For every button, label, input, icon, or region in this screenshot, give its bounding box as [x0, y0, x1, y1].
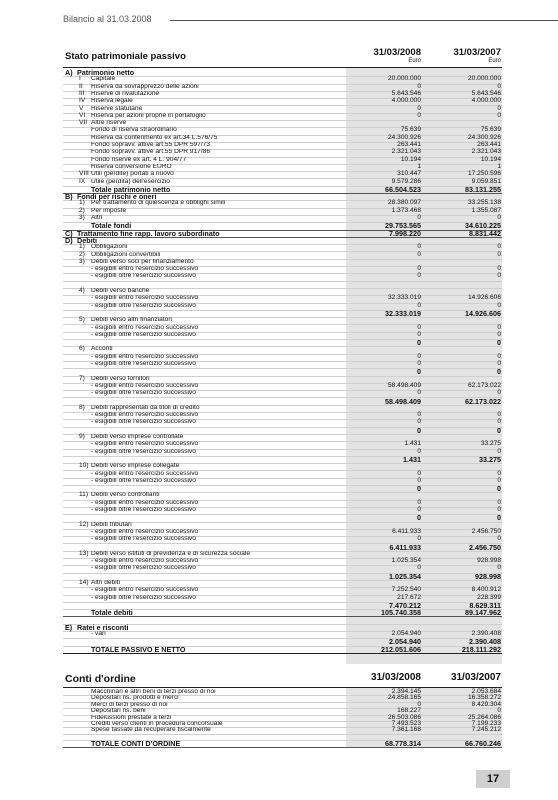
table-row [63, 391, 502, 398]
table-row [63, 622, 502, 632]
row-label: Capitale [91, 76, 116, 83]
row-value-2007: 2.390.408 [469, 637, 501, 647]
running-title: Bilancio al 31.03.2008 [63, 14, 152, 24]
row-label: Riserve di rivalutazione [91, 90, 160, 97]
row-value-2007: 0 [497, 513, 501, 523]
row-label: Altri debiti [91, 580, 120, 586]
row-value-2007: 928.998 [475, 571, 501, 581]
row-value-2007: 0 [497, 411, 501, 419]
row-value-2007: 1 [497, 162, 501, 170]
row-value-2008: 32.333.019 [385, 308, 421, 318]
table-row [63, 70, 502, 77]
row-label: Debiti verso imprese controllate [91, 434, 184, 440]
row-label: - vari [91, 631, 106, 638]
row-value-2008: 2.394.145 [391, 688, 421, 695]
row-value-2008: 7.252.540 [391, 586, 421, 594]
row-value-2007: 0 [497, 301, 501, 309]
passivo-unit-2007: Euro [488, 58, 501, 64]
row-section-letter: E) [65, 622, 73, 632]
table-row [63, 476, 502, 486]
row-label: Altre riserve [91, 120, 127, 127]
row-value-2008: 263.441 [397, 141, 421, 148]
row-value-2007: 0 [497, 360, 501, 367]
row-label: Per trattamento di quiescenza e obblighi simili [91, 200, 226, 207]
table-row [63, 274, 502, 281]
row-value-2007: 0 [497, 389, 501, 397]
row-value-2008: 0 [417, 330, 421, 338]
row-value-2008: 6.411.933 [392, 527, 421, 535]
row-item-number: 10) [79, 462, 89, 470]
row-label: Fideiussioni prestate a terzi [91, 714, 172, 721]
row-value-2008: 0 [417, 469, 421, 477]
row-value-2007: 16.358.272 [467, 694, 501, 702]
row-label: - esigibili oltre l'esercizio successivo [91, 273, 196, 280]
row-value-2008: 32.333.019 [387, 294, 421, 302]
row-value-2007: 0 [497, 707, 501, 715]
row-value-2008: 168.227 [397, 707, 421, 715]
row-item-number: 2) [79, 250, 85, 258]
row-value-2008: 0 [417, 323, 421, 331]
table-row [63, 301, 502, 311]
row-item-number: 14) [79, 579, 89, 586]
row-value-2008: 7.493.523 [391, 720, 421, 727]
row-value-2008: 0 [417, 338, 421, 348]
row-value-2007: 2.321.043 [471, 148, 501, 156]
row-value-2007: 0 [497, 265, 501, 273]
row-value-2008: 1 [417, 162, 421, 170]
row-value-2007: 0 [497, 243, 501, 251]
row-label: - esigibili entro l'esercizio successivo [91, 324, 199, 331]
row-value-2007: 0 [497, 469, 501, 477]
row-value-2008: 0 [417, 476, 421, 484]
table-row [63, 644, 502, 654]
row-value-2007: 62.173.022 [465, 396, 501, 406]
row-item-number: Patrimonio netto [77, 68, 135, 77]
row-label: - esigibili oltre l'esercizio successivo [91, 565, 196, 572]
row-item-number: 11) [79, 491, 89, 499]
row-value-2008: 0 [417, 104, 421, 112]
row-label: Depositari ns. beni [91, 708, 146, 715]
table-row [63, 340, 502, 347]
row-value-2007: 0 [497, 111, 501, 119]
row-label: - esigibili oltre l'esercizio successivo [91, 331, 196, 338]
row-value-2008: 0 [417, 700, 421, 708]
row-value-2008: 1.025.354 [389, 571, 421, 581]
row-label: - esigibili oltre l'esercizio successivo [91, 448, 196, 455]
row-value-2008: 0 [417, 265, 421, 273]
row-label: - esigibili entro l'esercizio successivo [91, 353, 199, 360]
ordine-header [63, 667, 502, 688]
row-value-2008: 5.643.546 [391, 89, 421, 97]
row-value-2007: 33.255.138 [467, 199, 501, 207]
passivo-date-2007: 31/03/2007 [453, 47, 501, 58]
row-value-2007: 8.400.912 [471, 586, 501, 594]
table-row [63, 508, 502, 515]
row-label: Fondo di riserva straordinario [91, 127, 177, 134]
row-section-letter: A) [65, 68, 73, 77]
row-value-2008: 0 [417, 301, 421, 309]
row-item-number: 7) [79, 374, 85, 382]
row-label: Totale debiti [91, 609, 133, 617]
row-label: Debiti verso soci per finanziamento [91, 258, 194, 265]
row-value-2008: 0 [417, 425, 421, 435]
row-label: Riserva conversione EURO [91, 163, 172, 170]
row-value-2007: 0 [497, 250, 501, 258]
row-value-2008: 0 [417, 418, 421, 426]
row-value-2007: 33.275 [479, 454, 501, 464]
row-label: Spese tassate da recuperare fiscalmente [91, 727, 211, 734]
row-value-2008: 105.740.358 [381, 608, 421, 618]
row-value-2007: 10.194 [480, 155, 501, 163]
row-item-number: Fondi per rischi e oneri [77, 192, 157, 202]
row-value-2007: 24.300.926 [467, 133, 501, 141]
row-label: - esigibili oltre l'esercizio successivo [91, 507, 196, 513]
row-value-2007: 25.264.086 [467, 713, 501, 721]
row-label: Crediti verso clienti in procedura concorsuale [91, 721, 223, 727]
row-item-number: 3) [79, 214, 85, 221]
row-label: - esigibili entro l'esercizio successivo [91, 266, 199, 273]
row-label: Riserva legale [91, 98, 133, 105]
row-item-number: 13) [79, 549, 89, 557]
row-value-2008: 7.361.168 [391, 726, 421, 734]
row-value-2007: 2.456.750 [469, 542, 501, 552]
row-value-2008: 24.858.165 [387, 694, 421, 702]
row-value-2007: 2.390.408 [471, 630, 501, 638]
row-label: Fondo sopravv. attive art.55 DPR 917/86 [91, 149, 210, 156]
row-label: Merci di terzi presso di noi [91, 701, 168, 708]
row-label: - esigibili entro l'esercizio successivo [91, 528, 199, 535]
row-label: Totale fondi [91, 222, 132, 230]
row-label: - esigibili entro l'esercizio successivo [91, 499, 199, 506]
row-value-2007: 0 [497, 338, 501, 348]
row-item-number: 9) [79, 433, 85, 440]
row-section-letter: B) [65, 192, 73, 202]
row-value-2007: 8.429.304 [471, 700, 501, 708]
ordine-table [63, 690, 502, 748]
row-value-2008: 1.431 [403, 454, 421, 464]
row-value-2007: 0 [497, 104, 501, 112]
row-label: Utile (perdita) dell'esercizio [91, 178, 170, 185]
row-value-2007: 0 [497, 425, 501, 435]
row-item-number: 6) [79, 345, 85, 353]
row-value-2008: 0 [417, 243, 421, 251]
row-label: Riserva da sovrapprezzo delle azioni [91, 83, 199, 90]
row-label: - esigibili oltre l'esercizio successivo [91, 477, 196, 484]
row-value-2007: 83.131.255 [465, 184, 501, 194]
row-item-number: Trattamento fine rapp. lavoro subordinato [77, 228, 220, 238]
row-item-number: 5) [79, 316, 85, 324]
row-value-2007: 8.629.311 [469, 600, 501, 610]
row-value-2007: 0 [497, 498, 501, 506]
row-value-2007: 66.760.246 [465, 739, 501, 749]
row-value-2007: 0 [497, 418, 501, 426]
row-label: Fondo sopravv. attive art.55 DPR 597/73 [91, 142, 210, 148]
row-label: Altri [91, 215, 103, 221]
row-value-2007: 0 [497, 535, 501, 543]
row-value-2008: 0 [417, 506, 421, 513]
table-row [63, 228, 502, 238]
row-label: - esigibili oltre l'esercizio successivo [91, 361, 196, 367]
row-value-2007: 0 [497, 82, 501, 90]
row-value-2008: 26.503.086 [387, 713, 421, 721]
row-item-number: 3) [79, 257, 85, 265]
header-rule [170, 20, 558, 21]
row-value-2008: 6.411.933 [389, 542, 421, 552]
row-value-2008: 2.054.940 [391, 630, 421, 638]
row-value-2008: 0 [417, 498, 421, 506]
row-value-2008: 29.753.565 [385, 221, 421, 231]
table-row [63, 610, 502, 617]
row-label: Debiti tributari [91, 521, 132, 528]
row-label: TOTALE CONTI D'ORDINE [91, 740, 181, 748]
row-value-2007: 34.610.225 [465, 221, 501, 231]
row-label: Debiti rappresentati da titoli di credito [91, 404, 200, 411]
row-value-2008: 0 [417, 82, 421, 90]
passivo-table [63, 70, 502, 662]
row-label: - esigibili entro l'esercizio successivo [91, 295, 199, 302]
row-value-2008: 4.000.000 [391, 97, 421, 105]
table-row [63, 235, 502, 245]
row-value-2008: 0 [417, 447, 421, 455]
row-label: - esigibili oltre l'esercizio successivo [91, 302, 196, 309]
row-item-number: 2) [79, 206, 85, 214]
table-row [63, 593, 502, 603]
row-value-2008: 0 [417, 389, 421, 397]
row-value-2007: 33.275 [480, 440, 501, 448]
row-value-2008: 9.579.286 [391, 177, 421, 185]
row-value-2008: 58.498.409 [387, 381, 421, 389]
row-item-number: I [79, 75, 81, 83]
passivo-header [63, 47, 502, 68]
table-row [63, 566, 502, 573]
row-value-2008: 1.025.354 [391, 557, 421, 565]
row-value-2007: 4.000.000 [471, 97, 501, 105]
row-value-2007: 0 [497, 272, 501, 280]
table-row [63, 741, 502, 747]
row-value-2008: 0 [417, 535, 421, 543]
row-value-2007: 7.245.212 [471, 726, 501, 734]
row-value-2008: 0 [417, 352, 421, 360]
row-value-2007: 2.456.750 [471, 527, 501, 535]
row-label: - esigibili entro l'esercizio successivo [91, 470, 199, 477]
row-item-number: VI [79, 111, 86, 119]
row-label: - esigibili entro l'esercizio successivo [91, 412, 199, 419]
row-value-2008: 24.300.926 [387, 133, 421, 141]
row-value-2007: 0 [497, 506, 501, 513]
row-label: Totale patrimonio netto [91, 185, 171, 193]
row-label: - esigibili oltre l'esercizio successivo [91, 390, 196, 397]
row-value-2007: 0 [497, 323, 501, 331]
row-value-2007: 0 [497, 330, 501, 338]
row-value-2007: 2.053.684 [471, 688, 501, 695]
row-label: - esigibili oltre l'esercizio successivo [91, 536, 196, 543]
row-label: - esigibili entro l'esercizio successivo [91, 382, 199, 389]
row-item-number: 4) [79, 287, 85, 294]
table-row [63, 447, 502, 457]
passivo-date-2008: 31/03/2008 [373, 47, 421, 58]
row-value-2008: 7.998.220 [389, 228, 421, 238]
row-value-2008: 0 [417, 214, 421, 221]
row-value-2007: 14.926.606 [465, 308, 501, 318]
row-label: Utili (perdite) portati a nuovo [91, 171, 174, 178]
row-value-2007: 218.111.292 [461, 644, 501, 654]
table-row [63, 206, 502, 216]
row-label: Debiti verso controllanti [91, 492, 160, 499]
row-label: Per imposte [91, 207, 127, 214]
row-label: Riserve statutarie [91, 105, 143, 112]
row-label: Obbligazioni [91, 244, 128, 251]
row-item-number: 1) [79, 199, 85, 207]
row-item-number: II [79, 82, 83, 90]
row-value-2007: 7.199.233 [471, 720, 501, 727]
row-value-2007: 263.441 [477, 141, 501, 148]
row-value-2008: 0 [417, 272, 421, 280]
row-value-2007: 5.643.546 [471, 89, 501, 97]
row-item-number: 12) [79, 520, 89, 528]
row-value-2007: 1.355.087 [471, 206, 501, 214]
row-value-2007: 0 [497, 367, 501, 377]
row-value-2007: 8.831.442 [469, 228, 501, 238]
row-value-2007: 928.998 [477, 557, 501, 565]
row-label: Acconti [91, 346, 113, 353]
row-value-2008: 1.431 [404, 440, 421, 448]
row-value-2007: 20.000.000 [467, 75, 501, 83]
row-label: Debiti verso banche [91, 288, 150, 294]
table-row [63, 632, 502, 639]
row-label: Macchinari e altri beni di terzi presso di noi [91, 689, 216, 695]
row-value-2008: 58.498.409 [385, 396, 421, 406]
row-value-2007: 0 [497, 484, 501, 494]
row-value-2008: 75.639 [400, 126, 421, 134]
row-value-2008: 28.380.097 [387, 199, 421, 207]
row-item-number: Debiti [77, 235, 97, 245]
row-label: Depositari ns. prodotti e merci [91, 695, 179, 702]
row-value-2008: 0 [417, 513, 421, 523]
row-label: Obbligazioni convertibili [91, 251, 161, 258]
row-label: - esigibili entro l'esercizio successivo [91, 441, 199, 448]
row-item-number: VIII [79, 170, 89, 178]
table-row [63, 330, 502, 340]
row-value-2008: 217.672 [397, 593, 421, 601]
passivo-title: Stato patrimoniale passivo [65, 51, 186, 62]
row-label: Riserva da conferimento ex art.34 L.576/75 [91, 134, 218, 141]
page-number: 17 [476, 770, 510, 788]
row-value-2007: 89.147.962 [465, 608, 501, 618]
row-value-2008: 0 [417, 411, 421, 419]
row-item-number: IV [79, 97, 86, 105]
row-label: Debiti verso altri finanziatori [91, 317, 172, 324]
row-value-2008: 0 [417, 367, 421, 377]
ordine-date-2007: 31/03/2007 [450, 672, 501, 683]
row-item-number: V [79, 104, 84, 112]
row-section-letter: D) [65, 235, 73, 245]
row-value-2008: 2.054.940 [389, 637, 421, 647]
row-value-2007: 75.639 [480, 126, 501, 134]
row-value-2007: 0 [497, 476, 501, 484]
row-label: - esigibili entro l'esercizio successivo [91, 587, 199, 594]
row-label: Fondo riserve ex art. 4 L. 904/77 [91, 156, 187, 163]
row-value-2008: 2.321.043 [391, 148, 421, 156]
row-value-2007: 62.173.022 [467, 381, 501, 389]
row-value-2008: 0 [417, 564, 421, 572]
row-item-number: III [79, 89, 85, 97]
row-label: Debiti verso fornitori [91, 375, 150, 382]
table-row [63, 201, 502, 208]
row-value-2007: 0 [497, 214, 501, 221]
ordine-title: Conti d'ordine [65, 673, 136, 685]
row-label: Debiti verso imprese collegate [91, 463, 180, 470]
row-value-2007: 9.059.851 [471, 177, 501, 185]
row-value-2007: 228.399 [477, 593, 501, 601]
row-value-2008: 310.447 [397, 170, 421, 178]
row-label: - esigibili entro l'esercizio successivo [91, 558, 199, 565]
table-row [63, 537, 502, 544]
table-row [63, 362, 502, 369]
ordine-date-2008: 31/03/2008 [370, 672, 421, 683]
row-item-number: VII [79, 119, 88, 127]
row-value-2008: 20.000.000 [387, 75, 421, 83]
row-label: - esigibili oltre l'esercizio successivo [91, 419, 196, 426]
table-row [63, 420, 502, 427]
table-row [63, 111, 502, 121]
row-label: TOTALE PASSIVO E NETTO [91, 645, 186, 653]
row-value-2008: 0 [417, 484, 421, 494]
row-value-2008: 68.778.314 [385, 739, 421, 749]
passivo-unit-2008: Euro [408, 58, 421, 64]
row-item-number: 1) [79, 243, 85, 251]
row-section-letter: C) [65, 228, 73, 238]
row-item-number: IX [79, 177, 86, 185]
row-value-2008: 0 [417, 250, 421, 258]
row-label: - esigibili oltre l'esercizio successivo [91, 594, 196, 601]
row-value-2008: 1.373.468 [391, 206, 421, 214]
row-item-number: Ratei e risconti [77, 622, 129, 632]
row-label: Debiti verso istituti di previdenza e di sicurezza sociale [91, 550, 251, 557]
table-row [63, 618, 502, 625]
row-value-2008: 66.504.523 [385, 184, 421, 194]
row-value-2007: 0 [497, 447, 501, 455]
row-value-2008: 10.194 [400, 155, 421, 163]
row-value-2008: 0 [417, 360, 421, 367]
row-value-2007: 0 [497, 352, 501, 360]
row-item-number: 8) [79, 403, 85, 411]
row-value-2008: 7.470.212 [389, 600, 421, 610]
row-value-2007: 14.926.606 [467, 294, 501, 302]
row-value-2008: 212.051.606 [381, 644, 421, 654]
row-value-2007: 0 [497, 564, 501, 572]
row-label: Riserva per azioni proprie in portafoglio [91, 112, 206, 119]
row-value-2007: 17.250.596 [467, 170, 501, 178]
row-value-2008: 0 [417, 111, 421, 119]
table-row [63, 571, 502, 581]
